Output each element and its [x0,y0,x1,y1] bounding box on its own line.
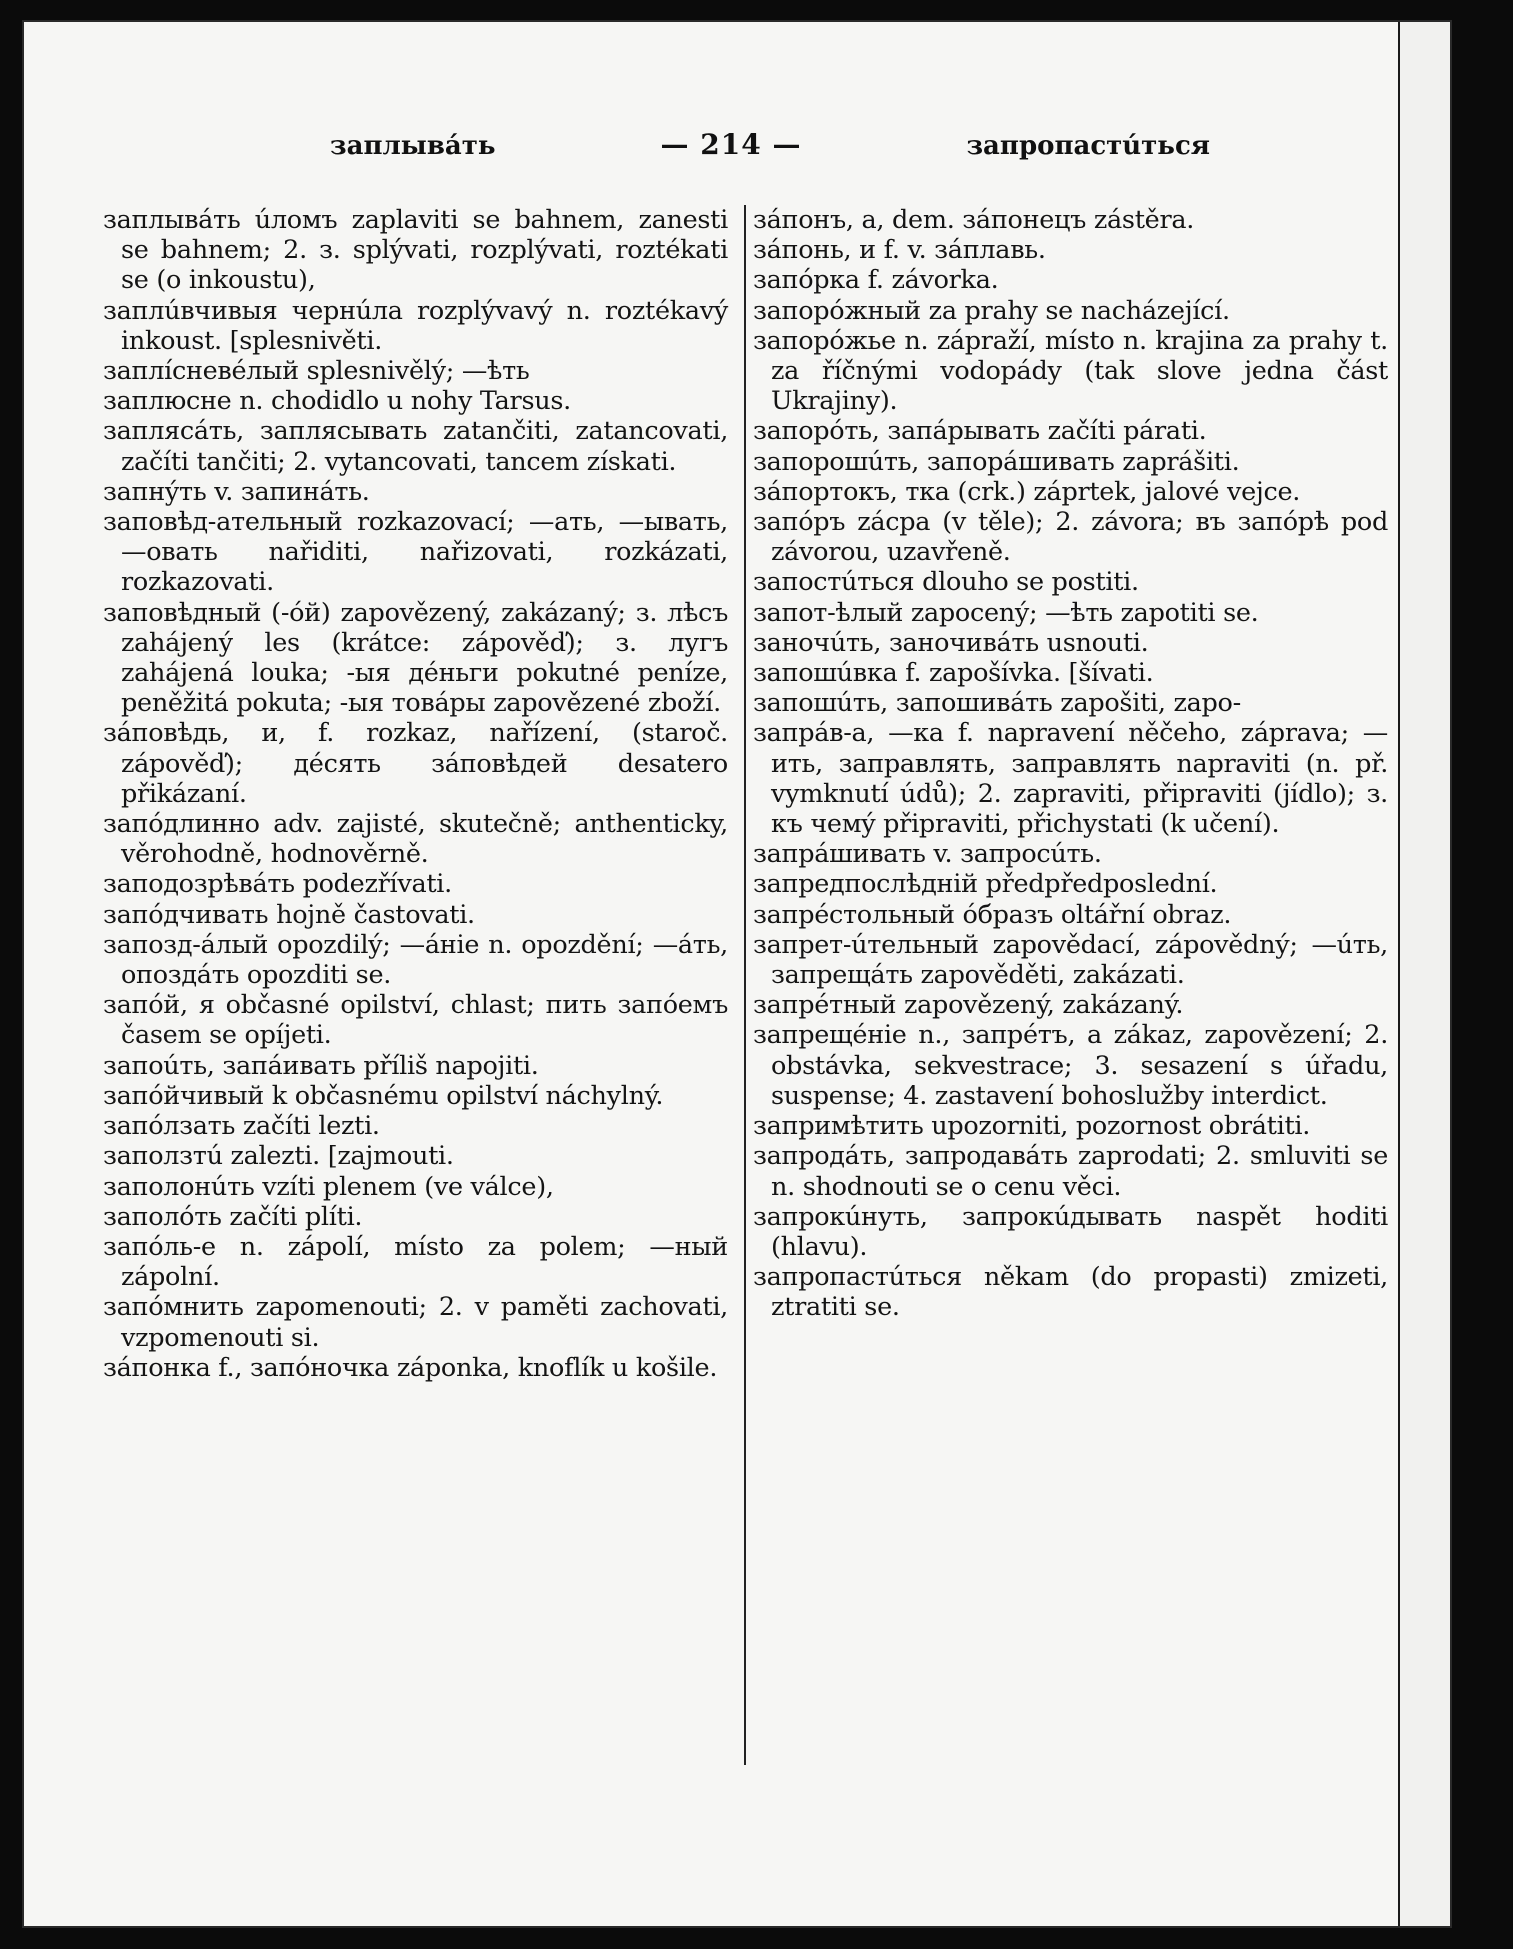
running-header [330,128,1210,161]
dictionary-entry: запропастúться někam (do propasti) zmizeti, ztratiti se. [753,1262,1388,1323]
dictionary-entry: запозд-áлый opozdilý; —áніе n. opozdění; —áть, опоздáть opozditi se. [103,929,728,991]
dictionary-entry: запрéстольный óбразъ oltářní obraz. [753,899,1232,930]
dictionary-entry: запрéтный zapovězený, zakázaný. [753,990,1184,1021]
dictionary-entry: зáповѣдь, и, f. rozkaz, nařízení, (staroč. zápověď); дéсять зáповѣдей desatero přikázaní. [103,718,728,809]
dictionary-entry: заполóть začíti plíti. [103,1201,363,1232]
header-left-guideword: заплывáть [330,131,496,161]
dictionary-entry: зáпонка f., запóночка záponka, knoflík u košile. [103,1352,718,1383]
dictionary-entry: запóдлинно adv. zajisté, skutečně; anthenticky, věrohodně, hodnověrně. [103,809,728,870]
dictionary-entry: запорóжный za prahy se nacházející. [753,295,1230,326]
dictionary-entry: запнýть v. запинáть. [103,476,370,507]
dictionary-entry: запóйчивый k občasnému opilství náchylný. [103,1080,664,1111]
dictionary-entry: заподозрѣвáть podezřívati. [103,869,452,900]
dictionary-entry: запорóть, запáрывать začíti párati. [753,416,1207,447]
dictionary-entry: запорóжье n. zápraží, místo n. krajina za prahy t. za říčnými vodopády (tak slove jedna část Ukrajiny). [753,325,1388,417]
dictionary-entry: заполонúть vzíti plenem (ve válce), [103,1171,554,1202]
dictionary-entry: запóль-е n. zápolí, místo za polem; —ный zápolní. [103,1231,728,1293]
dictionary-entry: заплывáть úломъ zaplaviti se bahnem, zanesti se bahnem; 2. з. splývati, rozplývati, roztékati se (o inkoustu), [103,205,728,296]
right-column [753,205,1388,1323]
dictionary-entry: заплíсневéлый splesnivělý; —ѣть [103,356,530,387]
dictionary-entry: запрáшивать v. запросúть. [753,839,1102,870]
dictionary-entry: заплясáть, заплясывать zatančiti, zatancovati, začíti tančiti; 2. vytancovati, tancem získati. [103,416,728,477]
dictionary-entry: запошúвка f. zapošívka. [šívati. [753,658,1154,689]
dictionary-entry: запримѣтить upozorniti, pozornost obrátiti. [753,1111,1311,1142]
dictionary-entry: запóръ zácpa (v těle); 2. závora; въ запóрѣ pod závorou, uzavřeně. [753,507,1388,568]
dictionary-entry: запóрка f. závorka. [753,265,999,296]
dictionary-entry: заплúвчивыя чернúла rozplývavý n. roztékavý inkoust. [splesnivěti. [103,295,728,356]
page-number: — 214 — [660,128,802,161]
dictionary-entry: запóй, я občasné opilství, chlast; пить запóемъ časem se opíjeti. [103,990,728,1051]
dictionary-entry: запрáв-а, —ка f. napravení něčeho, záprava; —ить, заправлять, заправлять napraviti (n. př. vymknutí údů); 2. zapraviti, připraviti (jídlo); з. къ чемý připraviti, přichystati (k učení). [753,718,1388,840]
dictionary-entry: запот-ѣлый zapocený; —ѣть zapotiti se. [753,597,1259,628]
header-right-guideword: запропастúться [966,131,1210,161]
dictionary-entry: заповѣд-ательный rozkazovací; —ать, —ывать, —овать nařiditi, nařizovati, rozkázati, rozkazovati. [103,507,728,598]
dictionary-entry: заползтú zalezti. [zajmouti. [103,1141,454,1172]
dictionary-entry: зáпонь, и f. v. зáплавь. [753,235,1046,266]
next-page-edge [1398,22,1450,1926]
dictionary-entry: запóлзать začíti lezti. [103,1111,380,1142]
dictionary-entry: запошúть, запошивáть zapošiti, zapo- [753,688,1241,719]
dictionary-entry: запродáть, запродавáть zaprodati; 2. smluviti se n. shodnouti se o cenu věci. [753,1141,1388,1202]
dictionary-entry: заночúть, заночивáть usnouti. [753,627,1149,658]
dictionary-entry: запредпослѣдній předpředposlední. [753,869,1218,900]
column-divider [744,205,746,1765]
dictionary-entry: зáпортокъ, тка (crk.) záprtek, jalové vejce. [753,476,1301,507]
dictionary-entry: запрокúнуть, запрокúдывать naspět hoditi (hlavu). [753,1201,1388,1262]
dictionary-entry: зáпонъ, а, dem. зáпонецъ zástěra. [753,205,1195,235]
dictionary-entry: запóмнить zapomenouti; 2. v paměti zachovati, vzpomenouti si. [103,1292,728,1353]
dictionary-entry: запостúться dlouho se postiti. [753,567,1139,598]
dictionary-entry: запóдчивать hojně častovati. [103,899,475,930]
dictionary-entry: запрет-úтельный zapovědací, zápovědný; —úть, запрещáть zapověděti, zakázati. [753,929,1388,991]
dictionary-entry: запоúть, запáивать příliš napojiti. [103,1050,539,1081]
left-column [103,205,728,1383]
dictionary-entry: заповѣдный (-óй) zapovězený, zakázaný; з. лѣсъ zahájený les (krátce: zápověď); з. лугъ zahájená louka; -ыя дéньги pokutné peníze, peněžitá pokuta; -ыя товáры zapovězené zboží. [103,597,728,719]
dictionary-entry: запорошúть, запорáшивать zaprášiti. [753,446,1240,477]
dictionary-entry: запрещéніе n., запрéтъ, а zákaz, zapovězení; 2. obstávka, sekvestrace; 3. sesazení s úřadu, suspense; 4. zastavení bohoslužby interdict. [753,1020,1388,1111]
dictionary-entry: заплюсне n. chodidlo u nohy Tarsus. [103,386,571,417]
